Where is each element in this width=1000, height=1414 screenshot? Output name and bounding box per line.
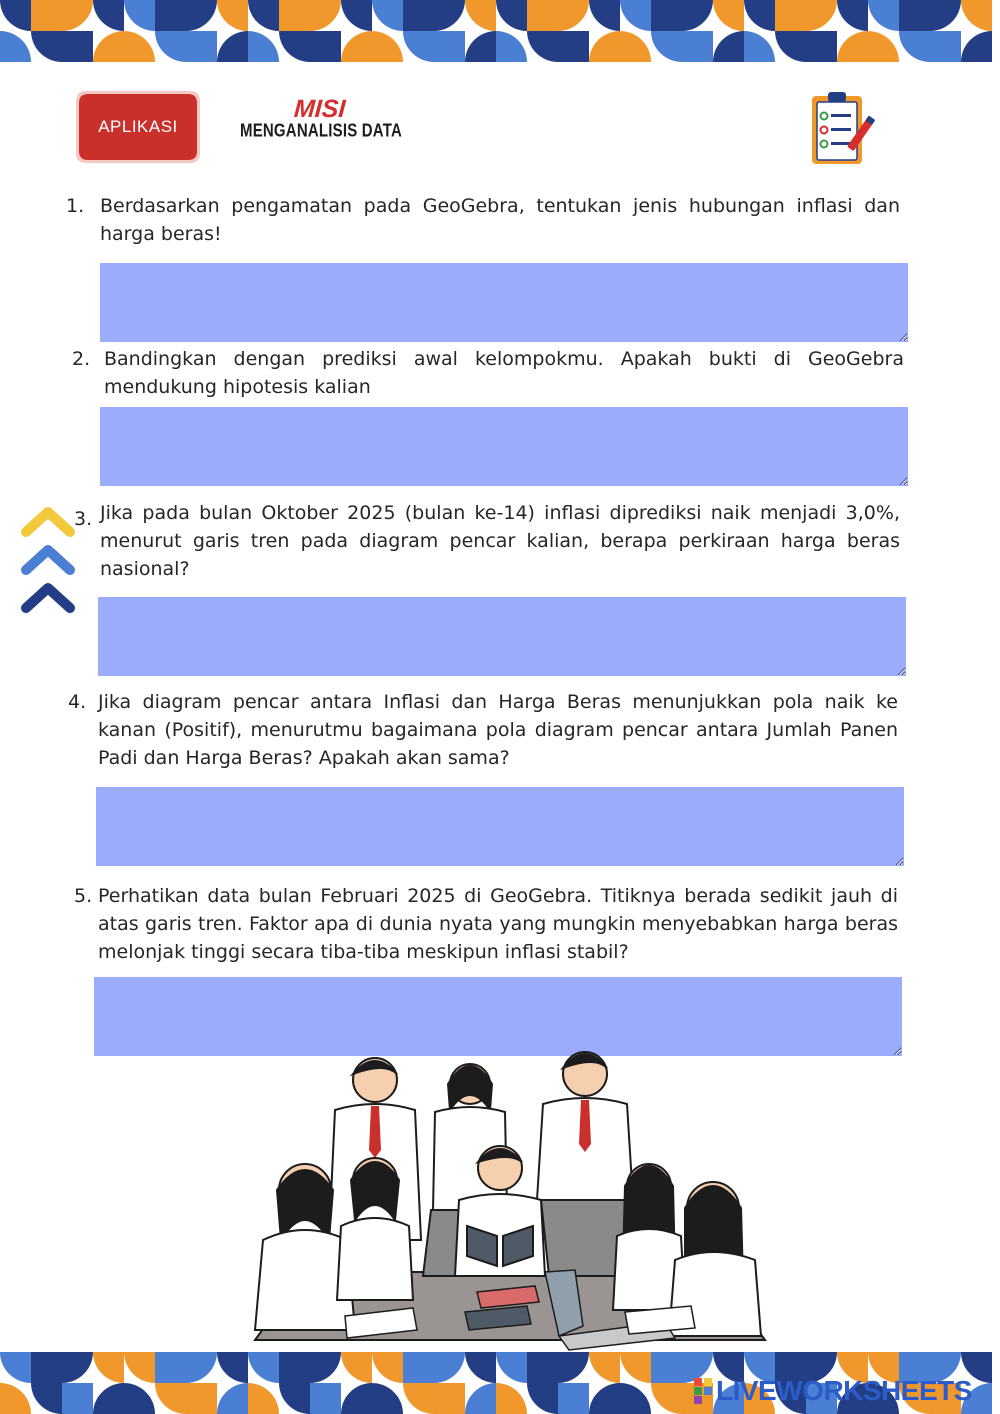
badge-label: APLIKASI	[98, 117, 178, 136]
clipboard-checklist-icon	[806, 88, 886, 168]
question-text: Perhatikan data bulan Februari 2025 di GeoGebra. Titiknya berada sedikit jauh di atas garis tren. Faktor apa di dunia nyata yang mungkin menyebabkan harga beras melonjak tinggi secara tiba-tiba meskipun inflasi stabil?	[98, 885, 898, 963]
liveworksheets-logo-icon	[694, 1378, 712, 1404]
answer-field-1[interactable]	[100, 263, 908, 342]
liveworksheets-brand[interactable]	[694, 1376, 972, 1406]
question-number: 2.	[72, 348, 91, 370]
brand-text: LIVEWORKSHEETS	[716, 1375, 972, 1406]
question-2	[72, 345, 906, 405]
question-text: Bandingkan dengan prediksi awal kelompokmu. Apakah bukti di GeoGebra mendukung hipotesis kalian	[104, 348, 904, 398]
mission-subtitle: MENGANALISIS DATA	[240, 121, 403, 142]
question-text: Jika diagram pencar antara Inflasi dan Harga Beras menunjukkan pola naik ke kanan (Positif), menurutmu bagaimana pola diagram pencar antara Jumlah Panen Padi dan Harga Beras? Apakah akan sama?	[98, 691, 898, 769]
question-text: Berdasarkan pengamatan pada GeoGebra, tentukan jenis hubungan inflasi dan harga beras!	[100, 195, 900, 245]
mission-title: MISI	[293, 95, 347, 123]
question-3	[72, 499, 900, 589]
answer-field-3[interactable]	[98, 597, 906, 676]
question-number: 3.	[74, 508, 93, 530]
question-1	[66, 192, 902, 252]
top-pattern-band	[0, 0, 1000, 62]
aplikasi-badge	[74, 87, 202, 167]
students-group-illustration	[245, 1040, 775, 1352]
chevron-up-decoration-icon	[20, 502, 76, 626]
question-number: 4.	[68, 691, 87, 713]
question-text: Jika pada bulan Oktober 2025 (bulan ke-14) inflasi diprediksi naik menjadi 3,0%, menurut garis tren pada diagram pencar kalian, berapa perkiraan harga beras nasional?	[100, 502, 900, 580]
question-number: 5.	[74, 885, 93, 907]
answer-field-2[interactable]	[100, 407, 908, 486]
answer-field-4[interactable]	[96, 787, 904, 866]
question-number: 1.	[66, 195, 85, 217]
question-4	[66, 688, 900, 778]
question-5	[72, 882, 900, 972]
